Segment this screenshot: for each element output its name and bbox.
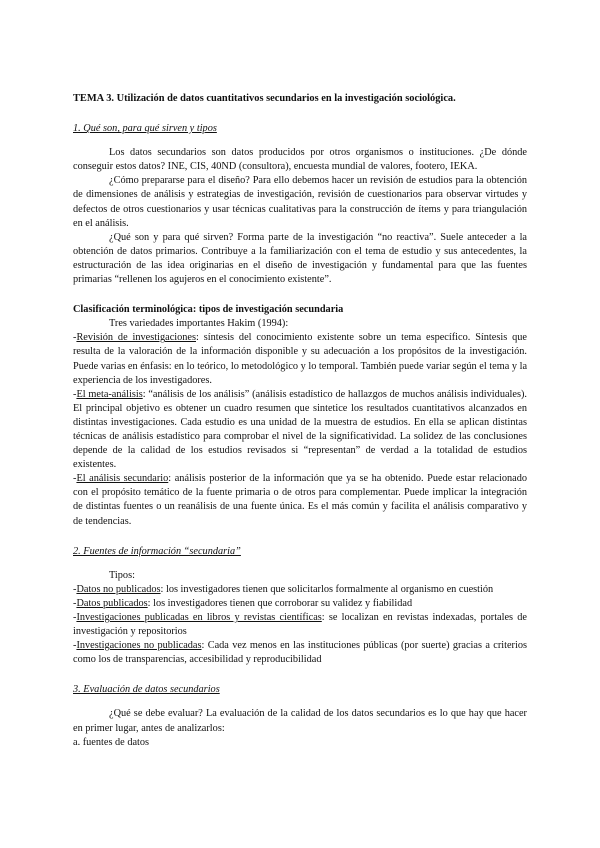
term: Investigaciones no publicadas (76, 640, 202, 652)
paragraph: ¿Cómo prepararse para el diseño? Para ello debemos hacer un revisión de estudios para la obtención de dimensiones de análisis y estrategias de investigación, revisión de cuestionarios para observar virtudes y defectos de otros cuestionarios y usar técnicas cualitativas para la construcción de ítems y para triangulación en el análisis. (73, 175, 527, 229)
paragraph: Tres variedades importantes Hakim (1994): (109, 318, 289, 330)
term: El meta-análisis (76, 388, 143, 400)
list-item: -Investigaciones publicadas en libros y revistas científicas: se localizan en revistas indexadas, portales de investigación y repositorios (73, 612, 527, 638)
paragraph: ¿Qué se debe evaluar? La evaluación de la calidad de los datos secundarios es lo que hay que hacer en primer lugar, antes de analizarlos: (73, 708, 527, 734)
term: Revisión de investigaciones (76, 332, 196, 344)
section-heading-1: 1. Qué son, para qué sirven y tipos (73, 123, 217, 135)
list-item: -Datos publicados: los investigadores tienen que corroborar su validez y fiabilidad (73, 597, 413, 609)
term: Datos no publicados (76, 583, 161, 595)
list-item: a. fuentes de datos (73, 736, 150, 748)
list-item: -Investigaciones no publicadas: Cada vez menos en las instituciones públicas (por suerte) gracias a criterios como los de transparencias, accesibilidad y reproducibilidad (73, 640, 527, 666)
subsection-heading: Clasificación terminológica: tipos de investigación secundaria (73, 304, 344, 316)
list-item: -El análisis secundario: análisis posterior de la información que ya se ha obtenido. Puede estar relacionado con el propósito temático de la fuente primaria o de otros para complementar. Puede implicar la integración de distintas fuentes o un reanálisis de una fuente única. Es el más común y facilita el análisis comparativo y de tendencias. (73, 473, 527, 527)
document-page (73, 92, 527, 750)
term: Investigaciones publicadas en libros y revistas científicas (76, 612, 322, 623)
document-title: TEMA 3. Utilización de datos cuantitativos secundarios en la investigación sociológica. (73, 93, 456, 104)
paragraph: ¿Qué son y para qué sirven? Forma parte de la investigación “no reactiva”. Suele anteceder a la obtención de datos primarios. Contribuye a la familiarización con el tema de estudio y sus antecedentes, la estructuración de las idea originarias en el diseño de investigación y fundamental para que las fuentes primarias “rellenen los agujeros en el conocimiento existente”. (73, 231, 527, 286)
term: Datos publicados (76, 597, 148, 609)
section-heading-2: 2. Fuentes de información “secundaria” (73, 545, 241, 557)
term: El análisis secundario (76, 473, 169, 485)
list-item: -Datos no publicados: los investigadores tienen que solicitarlos formalmente al organismo en cuestión (73, 583, 494, 595)
section-heading-3: 3. Evaluación de datos secundarios (73, 684, 220, 696)
paragraph: Los datos secundarios son datos producidos por otros organismos o instituciones. ¿De dónde conseguir estos datos? INE, CIS, 40ND (consultora), encuesta mundial de valores, footero, IEKA. (73, 147, 527, 173)
list-item: -El meta-análisis: “análisis de los análisis” (análisis estadístico de hallazgos de muchos análisis individuales). El principal objetivo es obtener un cuadro resumen que sintetice los resultados cuantitativos alcanzados en distintas investigaciones. Cada estudio es una unidad de la muestra de estudios. En ella se aplican distintas técnicas de análisis estadístico para comprobar el nivel de la significatividad. La solidez de las conclusiones depende de la calidad de los estudios revisados si “representan” de verdad a la totalidad de estudios existentes. (73, 388, 527, 471)
list-item: -Revisión de investigaciones: síntesis del conocimiento existente sobre un tema específico. Síntesis que resulta de la valoración de la información disponible y su adecuación a los propósitos de la investigación. Puede varias en énfasis: en lo teórico, lo metodológico y lo temporal. También puede variar según el tema y la experiencia de los investigadores. (73, 332, 528, 386)
paragraph: Tipos: (109, 569, 135, 581)
